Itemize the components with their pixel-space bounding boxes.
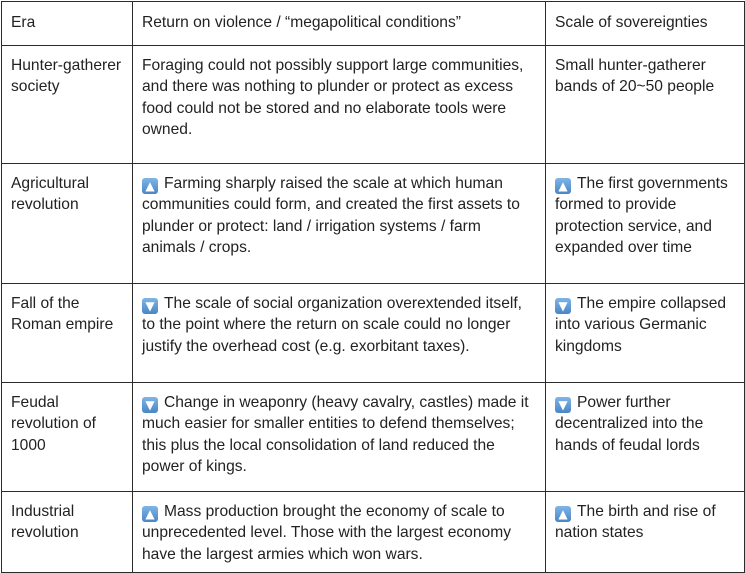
return-text: Farming sharply raised the scale at which human communities could form, and created the first assets to plunder or protect: land / irrigation systems / farm animals / crops. [142, 174, 520, 256]
header-row [2, 2, 745, 46]
up-arrow-icon: ▲ [142, 506, 158, 522]
down-arrow-icon: ▼ [555, 298, 571, 314]
header-era: Era [2, 2, 133, 46]
up-arrow-icon: ▲ [142, 178, 158, 194]
scale-text: Power further decentralized into the hands of feudal lords [555, 393, 704, 454]
scale-cell [546, 491, 745, 573]
era-label: Hunter-gatherer society [11, 56, 122, 95]
scale-text: The first governments formed to provide protection service, and expanded over time [555, 174, 728, 256]
table-row [2, 283, 745, 382]
era-cell [2, 163, 133, 283]
return-text: Foraging could not possibly support large communities, and there was nothing to plunder or protect as excess food could not be stored and no elaborate tools were owned. [142, 56, 524, 138]
return-text: Mass production brought the economy of scale to unprecedented level. Those with the largest economy have the largest armies which won wars. [142, 502, 511, 563]
down-arrow-icon: ▼ [142, 397, 158, 413]
header-return-on-violence: Return on violence / “megapolitical conditions” [133, 2, 546, 46]
header-scale-of-sovereignties: Scale of sovereignties [546, 2, 745, 46]
scale-text: Small hunter-gatherer bands of 20~50 people [555, 56, 715, 95]
era-cell [2, 283, 133, 382]
return-cell [133, 382, 546, 491]
table-row [2, 382, 745, 491]
era-cell [2, 382, 133, 491]
table-row [2, 163, 745, 283]
era-label: Industrial revolution [11, 502, 79, 541]
era-label: Agricultural revolution [11, 174, 89, 213]
era-label: Feudal revolution of 1000 [11, 393, 96, 454]
scale-cell [546, 382, 745, 491]
scale-cell [546, 283, 745, 382]
return-text: The scale of social organization overextended itself, to the point where the return on scale could no longer justify the overhead cost (e.g. exorbitant taxes). [142, 294, 522, 355]
era-cell [2, 45, 133, 163]
return-text: Change in weaponry (heavy cavalry, castles) made it much easier for smaller entities to defend themselves; this plus the local consolidation of land reduced the power of kings. [142, 393, 529, 475]
scale-text: The empire collapsed into various Germanic kingdoms [555, 294, 727, 355]
down-arrow-icon: ▼ [555, 397, 571, 413]
table-row [2, 491, 745, 573]
era-label: Fall of the Roman empire [11, 294, 114, 333]
return-cell [133, 283, 546, 382]
era-cell [2, 491, 133, 573]
scale-cell [546, 163, 745, 283]
scale-text: The birth and rise of nation states [555, 502, 716, 541]
era-comparison-table [1, 1, 745, 573]
up-arrow-icon: ▲ [555, 506, 571, 522]
return-cell [133, 491, 546, 573]
return-cell [133, 163, 546, 283]
return-cell [133, 45, 546, 163]
up-arrow-icon: ▲ [555, 178, 571, 194]
table-row [2, 45, 745, 163]
down-arrow-icon: ▼ [142, 298, 158, 314]
scale-cell [546, 45, 745, 163]
